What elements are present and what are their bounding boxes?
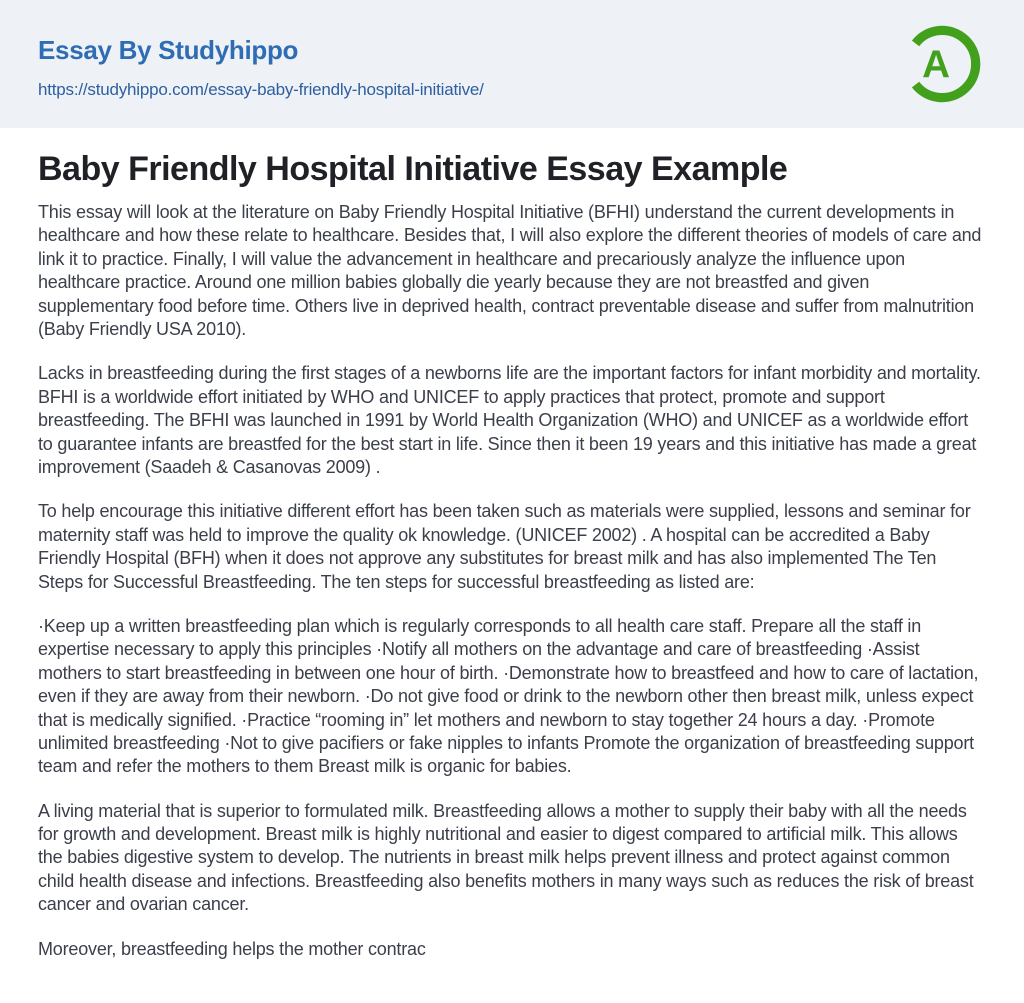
- logo-letter: A: [922, 43, 951, 87]
- essay-paragraph-4: ·Keep up a written breastfeeding plan which is regularly corresponds to all health care staff. Prepare all the staff in expertise necessary to apply this principles ·Notify all mothers on the advantage and care of breastfeeding ·Assist mothers to start breastfeeding in between one hour of birth. ·Demonstrate how to breastfeed and how to care of lactation, even if they are away from their newborn. ·Do not give food or drink to the newborn other then breast milk, unless expect that is medically signified. ·Practice “rooming in” let mothers and newborn to stay together 24 hours a day. ·Promote unlimited breastfeeding ·Not to give pacifiers or fake nipples to infants Promote the organization of breastfeeding support team and refer the mothers to them Breast milk is organic for babies.: [38, 615, 979, 777]
- content-area: [0, 128, 1024, 961]
- essay-paragraph-2: Lacks in breastfeeding during the first stages of a newborns life are the important factors for infant morbidity and mortality. BFHI is a worldwide effort initiated by WHO and UNICEF to apply practices that protect, promote and support breastfeeding. The BFHI was launched in 1991 by World Health Organization (WHO) and UNICEF as a worldwide effort to guarantee infants are breastfed for the best start in life. Since then it been 19 years and this initiative has made a great improvement (Saadeh & Casanovas 2009) .: [38, 363, 981, 477]
- essay-paragraph-6: Moreover, breastfeeding helps the mother contrac: [38, 938, 426, 959]
- header: [0, 0, 1024, 128]
- essay-body: [38, 201, 986, 961]
- header-text-block: [38, 29, 484, 100]
- essay-title: Baby Friendly Hospital Initiative Essay Example: [38, 150, 788, 188]
- essay-paragraph-1: This essay will look at the literature on Baby Friendly Hospital Initiative (BFHI) understand the current developments in healthcare and how these relate to healthcare. Besides that, I will also explore the different theories of models of care and link it to practice. Finally, I will value the advancement in healthcare and precariously analyze the influence upon healthcare practice. Around one million babies globally die yearly because they are not breastfed and given supplementary food before time. Others live in deprived health, contract preventable disease and suffer from malnutrition (Baby Friendly USA 2010).: [38, 202, 982, 340]
- essay-paragraph-3: To help encourage this initiative different effort has been taken such as materials were supplied, lessons and seminar for maternity staff was held to improve the quality ok knowledge. (UNICEF 2002) . A hospital can be accredited a Baby Friendly Hospital (BFH) when it does not approve any substitutes for breast milk and has also implemented The Ten Steps for Successful Breastfeeding. The ten steps for successful breastfeeding as listed are:: [38, 501, 971, 592]
- site-title: Essay By Studyhippo: [38, 34, 299, 65]
- studyhippo-logo-icon: [900, 22, 984, 106]
- essay-paragraph-5: A living material that is superior to formulated milk. Breastfeeding allows a mother to supply their baby with all the needs for growth and development. Breast milk is highly nutritional and easier to digest compared to artificial milk. This allows the babies digestive system to develop. The nutrients in breast milk helps prevent illness and protect against common child health disease and infections. Breastfeeding also benefits mothers in many ways such as reduces the risk of breast cancer and ovarian cancer.: [38, 800, 974, 915]
- page-url-link[interactable]: https://studyhippo.com/essay-baby-friendly-hospital-initiative/: [38, 79, 484, 99]
